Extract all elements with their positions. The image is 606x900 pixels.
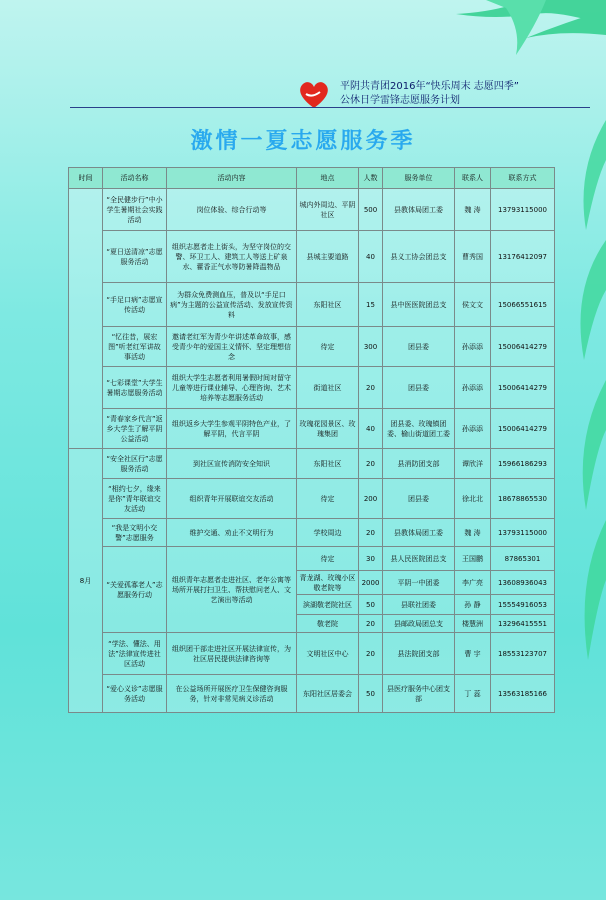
col-header: 活动内容 [167, 168, 297, 189]
page-title: 激情一夏志愿服务季 [190, 129, 416, 154]
cell-phone: 18678865530 [491, 479, 555, 519]
cell-phone: 18553123707 [491, 633, 555, 675]
cell-count: 20 [359, 615, 383, 633]
cell-phone: 13296415551 [491, 615, 555, 633]
cell-unit: 县法院团支部 [383, 633, 455, 675]
table-row [69, 675, 555, 713]
col-header: 活动名称 [103, 168, 167, 189]
cell-place: 青龙湖、玫瑰小区敬老院等 [297, 571, 359, 595]
cell-count: 40 [359, 409, 383, 449]
cell-contact: 魏 涛 [455, 519, 491, 547]
cell-name: “安全社区行”志愿服务活动 [103, 449, 167, 479]
table-row [69, 283, 555, 327]
cell-unit: 团县委 [383, 479, 455, 519]
cell-content: 组织青年开展联谊交友活动 [167, 479, 297, 519]
cell-unit: 平阴一中团委 [383, 571, 455, 595]
table-row [69, 409, 555, 449]
cell-count: 50 [359, 675, 383, 713]
cell-place: 玫瑰花园景区、玫瑰集团 [297, 409, 359, 449]
cell-content: 维护交通、劝止不文明行为 [167, 519, 297, 547]
cell-unit: 团县委、玫瑰镇团委、榆山街道团工委 [383, 409, 455, 449]
cell-phone: 15966186293 [491, 449, 555, 479]
palm-leaf-top-right-icon [326, 0, 606, 80]
table-header-row [69, 168, 555, 189]
table-row [69, 449, 555, 479]
cell-phone: 87865301 [491, 547, 555, 571]
cell-content: 组织团干部走进社区开展法律宣传，为社区居民提供法律咨询等 [167, 633, 297, 675]
cell-contact: 徐北北 [455, 479, 491, 519]
cell-name: “七彩课堂”大学生暑期志愿服务活动 [103, 367, 167, 409]
cell-content: 组织返乡大学生参观平阴特色产业，了解平阴，代言平阴 [167, 409, 297, 449]
cell-contact: 王国鹏 [455, 547, 491, 571]
cell-unit: 县教体局团工委 [383, 189, 455, 231]
cell-name: “我是文明小交警”志愿服务 [103, 519, 167, 547]
cell-name: “手足口病”志愿宣传活动 [103, 283, 167, 327]
cell-count: 40 [359, 231, 383, 283]
cell-name: “忆往昔，展宏图”听老红军讲故事活动 [103, 327, 167, 367]
month-cell: 8月 [69, 449, 103, 713]
cell-contact: 楼慧洲 [455, 615, 491, 633]
col-header: 服务单位 [383, 168, 455, 189]
cell-phone: 15006414279 [491, 409, 555, 449]
cell-contact: 曹 宇 [455, 633, 491, 675]
cell-phone: 15554916053 [491, 595, 555, 615]
cell-phone: 13793115000 [491, 519, 555, 547]
cell-contact: 丁 蕊 [455, 675, 491, 713]
cell-content: 岗位体验、综合行动等 [167, 189, 297, 231]
cell-contact: 曹秀国 [455, 231, 491, 283]
col-header: 地点 [297, 168, 359, 189]
cell-place: 待定 [297, 547, 359, 571]
cell-contact: 魏 涛 [455, 189, 491, 231]
cell-place: 城内外周边、平阴社区 [297, 189, 359, 231]
cell-place: 东阳社区 [297, 449, 359, 479]
table-row [69, 633, 555, 675]
header-line2: 公休日学雷锋志愿服务计划 [340, 95, 460, 106]
cell-unit: 县联社团委 [383, 595, 455, 615]
cell-phone: 13608936043 [491, 571, 555, 595]
cell-phone: 13176412097 [491, 231, 555, 283]
palm-leaf-right-icon [546, 120, 606, 680]
cell-unit: 县邮政局团总支 [383, 615, 455, 633]
cell-contact: 李广亮 [455, 571, 491, 595]
cell-name: “夏日送清凉”志愿服务活动 [103, 231, 167, 283]
cell-contact: 孙添添 [455, 327, 491, 367]
month-cell [69, 189, 103, 449]
cell-unit: 县消防团支部 [383, 449, 455, 479]
heart-hand-logo-icon [296, 80, 332, 110]
header-text [340, 80, 519, 108]
cell-content: 为群众免费测血压，普及以“手足口病”为主题的公益宣传活动、发放宣传资料 [167, 283, 297, 327]
cell-place: 滨湖敬老院社区 [297, 595, 359, 615]
cell-place: 县城主要道路 [297, 231, 359, 283]
col-header: 时间 [69, 168, 103, 189]
cell-count: 500 [359, 189, 383, 231]
cell-count: 2000 [359, 571, 383, 595]
cell-content: 组织志愿者走上街头，为坚守岗位的交警、环卫工人、建筑工人等送上矿泉水、藿香正气水等防暑降温物品 [167, 231, 297, 283]
cell-count: 20 [359, 633, 383, 675]
cell-unit: 县中医医院团总支 [383, 283, 455, 327]
col-header: 联系人 [455, 168, 491, 189]
cell-place: 街道社区 [297, 367, 359, 409]
cell-unit: 县医疗服务中心团支部 [383, 675, 455, 713]
cell-content: 在公益场所开展医疗卫生保健咨询服务，针对非常见病义诊活动 [167, 675, 297, 713]
cell-phone: 15066551615 [491, 283, 555, 327]
cell-content: 到社区宣传消防安全知识 [167, 449, 297, 479]
cell-content: 组织大学生志愿者利用暑假时间对留守儿童等进行课业辅导、心理咨询、艺术培养等志愿服务活动 [167, 367, 297, 409]
table-row [69, 189, 555, 231]
cell-unit: 县义工协会团总支 [383, 231, 455, 283]
cell-name: “青春家乡代言”返乡大学生了解平阴公益活动 [103, 409, 167, 449]
volunteer-plan-table [68, 167, 555, 713]
cell-count: 200 [359, 479, 383, 519]
cell-place: 敬老院 [297, 615, 359, 633]
table-row [69, 547, 555, 571]
cell-count: 50 [359, 595, 383, 615]
cell-unit: 县人民医院团总支 [383, 547, 455, 571]
cell-contact: 孙 静 [455, 595, 491, 615]
cell-place: 文明社区中心 [297, 633, 359, 675]
cell-place: 学校周边 [297, 519, 359, 547]
cell-count: 30 [359, 547, 383, 571]
table-row [69, 367, 555, 409]
cell-contact: 孙添添 [455, 367, 491, 409]
cell-name: “学法、懂法、用法”法律宣传进社区活动 [103, 633, 167, 675]
cell-name: “爱心义诊”志愿服务活动 [103, 675, 167, 713]
cell-contact: 孙添添 [455, 409, 491, 449]
cell-unit: 县教体局团工委 [383, 519, 455, 547]
col-header: 人数 [359, 168, 383, 189]
table-row [69, 327, 555, 367]
cell-phone: 13793115000 [491, 189, 555, 231]
cell-phone: 13563185166 [491, 675, 555, 713]
cell-name: “关爱孤寡老人”志愿服务行动 [103, 547, 167, 633]
table-row [69, 231, 555, 283]
cell-unit: 团县委 [383, 367, 455, 409]
table-row [69, 519, 555, 547]
col-header: 联系方式 [491, 168, 555, 189]
cell-unit: 团县委 [383, 327, 455, 367]
cell-phone: 15006414279 [491, 327, 555, 367]
cell-count: 20 [359, 367, 383, 409]
cell-content: 邀请老红军为青少年讲述革命故事，感受青少年的爱国主义情怀、坚定理想信念 [167, 327, 297, 367]
cell-place: 东阳社区居委会 [297, 675, 359, 713]
header-line1: 平阴共青团2016年“快乐周末 志愿四季” [340, 81, 519, 92]
cell-contact: 侯文文 [455, 283, 491, 327]
cell-place: 东阳社区 [297, 283, 359, 327]
cell-phone: 15006414279 [491, 367, 555, 409]
table-row [69, 479, 555, 519]
cell-contact: 谭欣洋 [455, 449, 491, 479]
cell-place: 待定 [297, 479, 359, 519]
cell-name: “相约七夕，缘来是你”青年联谊交友活动 [103, 479, 167, 519]
header-divider [70, 107, 590, 108]
cell-place: 待定 [297, 327, 359, 367]
cell-count: 300 [359, 327, 383, 367]
cell-count: 20 [359, 449, 383, 479]
cell-count: 15 [359, 283, 383, 327]
cell-count: 20 [359, 519, 383, 547]
cell-name: “全民健步行”中小学生暑期社会实践活动 [103, 189, 167, 231]
cell-content: 组织青年志愿者走进社区、老年公寓等场所开展打扫卫生、帮扶慰问老人、文艺演出等活动 [167, 547, 297, 633]
